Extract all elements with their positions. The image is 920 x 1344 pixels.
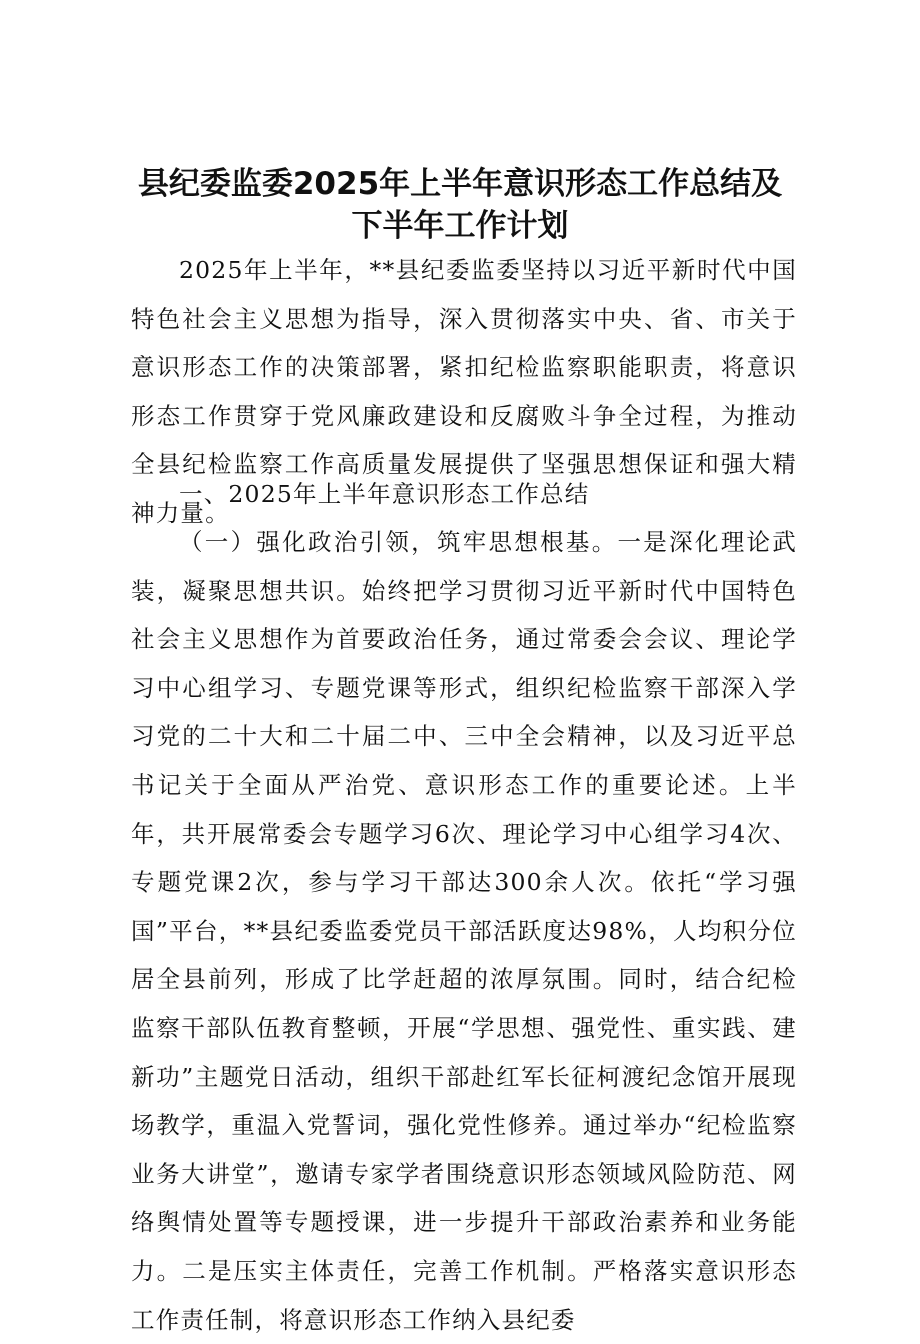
intro-paragraph: 2025年上半年，**县纪委监委坚持以习近平新时代中国特色社会主义思想为指导，深入贯彻落实中央、省、市关于意识形态工作的决策部署，紧扣纪检监察职能职责，将意识形态工作贯穿于党风廉政建设和反腐败斗争全过程，为推动全县纪检监察工作高质量发展提供了坚强思想保证和强大精神力量。 — [131, 256, 797, 527]
section-1-heading: 一、2025年上半年意识形态工作总结 — [179, 480, 590, 508]
document-title-line-1: 县纪委监委2025年上半年意识形态工作总结及 — [137, 166, 783, 202]
document-title-line-2: 下半年工作计划 — [351, 208, 569, 244]
section-1-paragraph-1: （一）强化政治引领，筑牢思想根基。一是深化理论武装，凝聚思想共识。始终把学习贯彻习近平新时代中国特色社会主义思想作为首要政治任务，通过常委会会议、理论学习中心组学习、专题党课等形式，组织纪检监察干部深入学习党的二十大和二十届二中、三中全会精神，以及习近平总书记关于全面从严治党、意识形态工作的重要论述。上半年，共开展常委会专题学习6次、理论学习中心组学习4次、专题党课2次，参与学习干部达300余人次。依托“学习强国”平台，**县纪委监委党员干部活跃度达98%，人均积分位居全县前列，形成了比学赶超的浓厚氛围。同时，结合纪检监察干部队伍教育整顿，开展“学思想、强党性、重实践、建新功”主题党日活动，组织干部赴红军长征柯渡纪念馆开展现场教学，重温入党誓词，强化党性修养。通过举办“纪检监察业务大讲堂”，邀请专家学者围绕意识形态领域风险防范、网络舆情处置等专题授课，进一步提升干部政治素养和业务能力。二是压实主体责任，完善工作机制。严格落实意识形态工作责任制，将意识形态工作纳入县纪委 — [131, 528, 797, 1334]
